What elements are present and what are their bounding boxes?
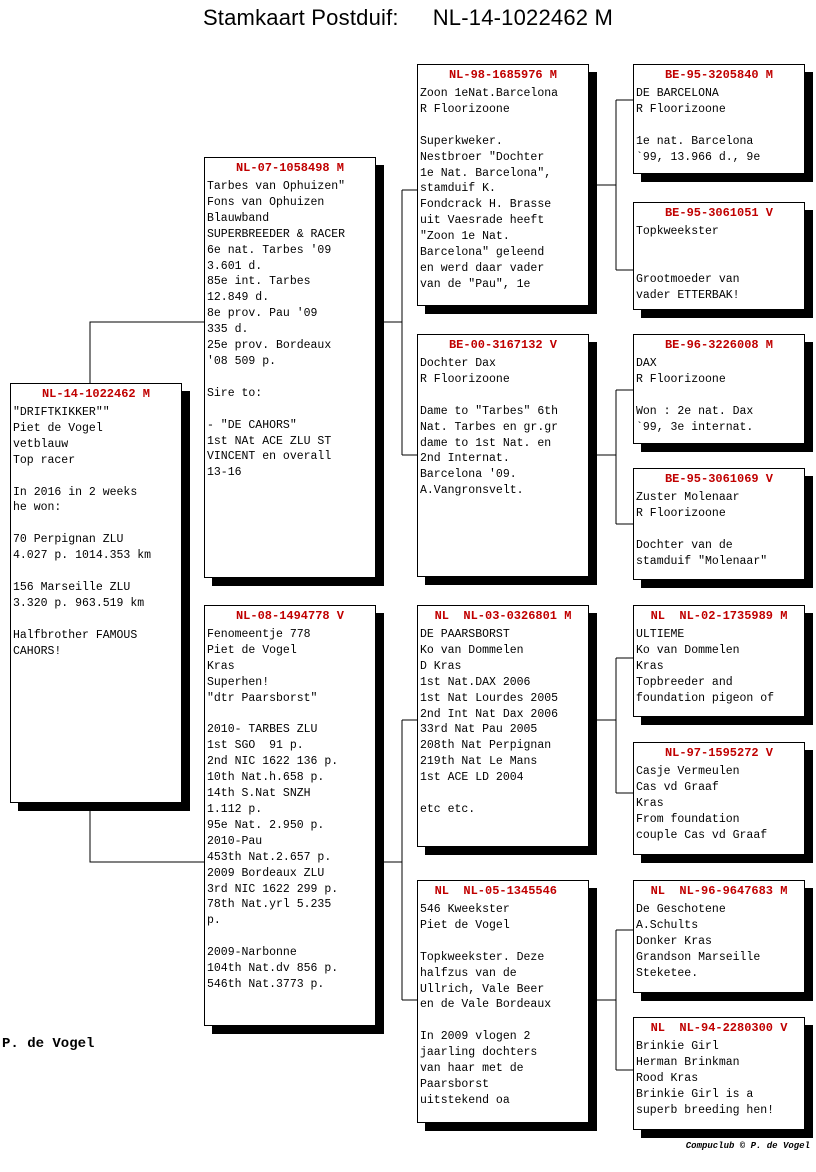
card-mm-dam (633, 1017, 805, 1130)
ring-number: BE-00-3167132 V (448, 338, 558, 352)
card-mother (204, 605, 376, 1026)
card-main-pigeon (10, 383, 182, 803)
ring-number: NL NL-96-9647683 M (650, 884, 788, 898)
ring-number: BE-95-3061069 V (664, 472, 774, 486)
ring-number: NL-98-1685976 M (448, 68, 558, 82)
pigeon-notes: 546 Kweekster Piet de Vogel Topkweekster. Deze halfzus van de Ullrich, Vale Beer en de Vale Bordeaux In 2009 vlogen 2 jaarling dochters van haar met de Paarsborst uitstekend oa (420, 903, 552, 1107)
pigeon-notes: ULTIEME Ko van Dommelen Kras Topbreeder and foundation pigeon of (636, 628, 775, 705)
pigeon-notes: De Geschotene A.Schults Donker Kras Grandson Marseille Steketee. (636, 903, 761, 980)
card-mother-dam (417, 880, 589, 1123)
card-father-sire (417, 64, 589, 306)
card-father (204, 157, 376, 578)
card-mm-sire (633, 880, 805, 993)
ring-number: NL NL-05-1345546 (434, 884, 572, 898)
pigeon-notes: DAX R Floorizoone Won : 2e nat. Dax `99, 3e internat. (636, 357, 754, 434)
ring-number: NL NL-03-0326801 M (434, 609, 572, 623)
card-ff-dam (633, 202, 805, 310)
ring-number: BE-95-3205840 M (664, 68, 774, 82)
ring-number: NL-07-1058498 M (235, 161, 345, 175)
ring-number: BE-95-3061051 V (664, 206, 774, 220)
card-ff-sire (633, 64, 805, 174)
copyright-notice: Compuclub © P. de Vogel (685, 1141, 810, 1151)
title-ring: NL-14-1022462 M (432, 5, 614, 30)
card-mf-sire (633, 605, 805, 717)
pigeon-notes: Topkweekster Grootmoeder van vader ETTERBAK! (636, 225, 740, 302)
pigeon-notes: Dochter Dax R Floorizoone Dame to "Tarbes" 6th Nat. Tarbes en gr.gr dame to 1st Nat. en 2nd Internat. Barcelona '09. A.Vangronsvelt. (420, 357, 559, 498)
pigeon-notes: Zuster Molenaar R Floorizoone Dochter van de stamduif "Molenaar" (636, 491, 768, 568)
pigeon-notes: "DRIFTKIKKER"" Piet de Vogel vetblauw Top racer In 2016 in 2 weeks he won: 70 Perpignan ZLU 4.027 p. 1014.353 km 156 Marseille ZLU 3.320 p. 963.519 km Halfbrother FAMOUS CAHORS! (13, 406, 152, 658)
card-fm-sire (633, 334, 805, 444)
ring-number: NL NL-02-1735989 M (650, 609, 788, 623)
ring-number: NL NL-94-2280300 V (650, 1021, 788, 1035)
pigeon-notes: DE PAARSBORST Ko van Dommelen D Kras 1st Nat.DAX 2006 1st Nat Lourdes 2005 2nd Int Nat Dax 2006 33rd Nat Pau 2005 208th Nat Perpignan 219th Nat Le Mans 1st ACE LD 2004 etc etc. (420, 628, 559, 816)
ring-number: NL-97-1595272 V (664, 746, 774, 760)
pigeon-notes: Brinkie Girl Herman Brinkman Rood Kras Brinkie Girl is a superb breeding hen! (636, 1040, 775, 1117)
ring-number: NL-08-1494778 V (235, 609, 345, 623)
ring-number: NL-14-1022462 M (41, 387, 151, 401)
title-label: Stamkaart Postduif: (202, 5, 399, 30)
pigeon-notes: Fenomeentje 778 Piet de Vogel Kras Superhen! "dtr Paarsborst" 2010- TARBES ZLU 1st SGO 91 p. 2nd NIC 1622 136 p. 10th Nat.h.658 p. 14th S.Nat SNZH 1.112 p. 95e Nat. 2.950 p. 2010-Pau 453th Nat.2.657 p. 2009 Bordeaux ZLU 3rd NIC 1622 299 p. 78th Nat.yrl 5.235 p. 2009-Narbonne 104th Nat.dv 856 p. 546th Nat.3773 p. (207, 628, 339, 991)
ring-number: BE-96-3226008 M (664, 338, 774, 352)
owner-name: P. de Vogel (2, 1036, 95, 1052)
card-mf-dam (633, 742, 805, 855)
card-father-dam (417, 334, 589, 577)
pigeon-notes: Casje Vermeulen Cas vd Graaf Kras From foundation couple Cas vd Graaf (636, 765, 768, 842)
pigeon-notes: DE BARCELONA R Floorizoone 1e nat. Barcelona `99, 13.966 d., 9e (636, 87, 761, 164)
card-fm-dam (633, 468, 805, 580)
pigeon-notes: Zoon 1eNat.Barcelona R Floorizoone Superkweker. Nestbroer "Dochter 1e Nat. Barcelona", stamduif K. Fondcrack H. Brasse uit Vaesrade heeft "Zoon 1e Nat. Barcelona" geleend en werd daar vader van de "Pau", 1e (420, 87, 559, 291)
pigeon-notes: Tarbes van Ophuizen" Fons van Ophuizen Blauwband SUPERBREEDER & RACER 6e nat. Tarbes '09 3.601 d. 85e int. Tarbes 12.849 d. 8e prov. Pau '09 335 d. 25e prov. Bordeaux '08 509 p. Sire to: - "DE CAHORS" 1st NAt ACE ZLU ST VINCENT en overall 13-16 (207, 180, 346, 480)
card-mother-sire (417, 605, 589, 847)
